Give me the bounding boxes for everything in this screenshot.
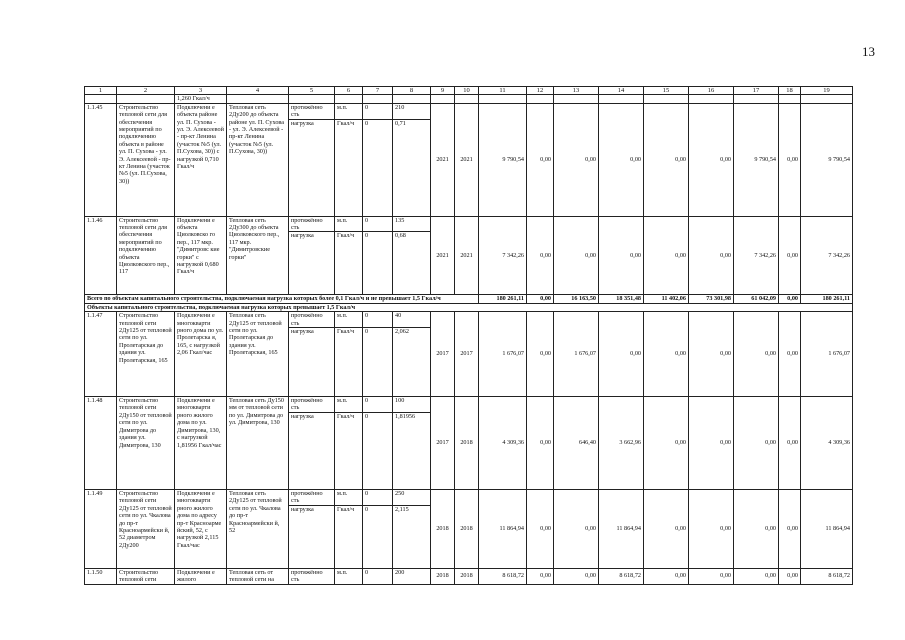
value-before: 0 xyxy=(363,505,393,568)
cost-value: 0,00 xyxy=(734,312,779,397)
cost-value: 0,00 xyxy=(689,216,734,295)
summary-value: 180 261,11 xyxy=(479,295,527,303)
cost-value: 0,00 xyxy=(734,489,779,568)
empty-cell xyxy=(734,95,779,103)
cost-value: 8 618,72 xyxy=(599,568,644,584)
cost-value: 0,00 xyxy=(644,312,689,397)
parameter-unit: Гкал/ч xyxy=(335,505,363,568)
value-after: 0,68 xyxy=(393,232,431,295)
cost-value: 7 342,26 xyxy=(801,216,853,295)
end-year: 2018 xyxy=(455,489,479,568)
cost-value: 0,00 xyxy=(644,103,689,216)
column-number: 14 xyxy=(599,87,644,95)
cost-value: 0,00 xyxy=(779,312,801,397)
object-description: Подключени е многокварти рного дома по ул. Пролетарска я, 165, с нагрузкой 2,06 Гкал/час xyxy=(175,312,227,397)
parameter-name: нагрузка xyxy=(289,505,335,568)
empty-cell xyxy=(455,95,479,103)
object-id: 1.1.50 xyxy=(85,568,117,584)
cost-value: 0,00 xyxy=(554,216,599,295)
cost-value: 8 618,72 xyxy=(479,568,527,584)
cost-value: 646,40 xyxy=(554,397,599,490)
summary-value: 18 351,48 xyxy=(599,295,644,303)
column-number: 4 xyxy=(227,87,289,95)
summary-label: Всего по объектам капитального строительства, подключаемая нагрузка которых более 0,1 Гкал/ч и не превышает 1,5 Гкал/ч xyxy=(85,295,479,303)
cost-value: 0,00 xyxy=(527,103,554,216)
parameter-name: нагрузка xyxy=(289,328,335,397)
column-number: 2 xyxy=(117,87,175,95)
summary-value: 16 163,50 xyxy=(554,295,599,303)
cost-value: 0,00 xyxy=(599,216,644,295)
empty-cell xyxy=(431,95,455,103)
parameter-name: протяжённо сть xyxy=(289,103,335,119)
parameter-name: нагрузка xyxy=(289,412,335,489)
network-description: Тепловая сеть 2Ду200 до объекта районе ул. П. Сухова - ул. Э. Алексеевой - пр-кт Ленина (участок №5 (ул. П.Сухова, 30)) xyxy=(227,103,289,216)
object-description: Подключени е объекта районе ул. П. Сухова - ул. Э. Алексеевой - пр-кт Ленина (участок №5 (ул. П.Сухова, 30)) с нагрузкой 0,710 Гкал/ч xyxy=(175,103,227,216)
object-row xyxy=(85,568,853,584)
object-name: Строительство тепловой сети 2Ду125 от тепловой сети по ул. Чкалова до пр-т Красноармейски й, 52 диаметром 2Ду200 xyxy=(117,489,175,568)
cost-value: 0,00 xyxy=(527,568,554,584)
object-row xyxy=(85,397,853,413)
summary-value: 0,00 xyxy=(527,295,554,303)
column-number: 5 xyxy=(289,87,335,95)
empty-cell xyxy=(689,95,734,103)
cost-value: 0,00 xyxy=(599,312,644,397)
column-number: 7 xyxy=(363,87,393,95)
object-description: Подключени е многокварти рного жилого дома по ул. Димитрова, 130, с нагрузкой 1,81956 Гкал/час xyxy=(175,397,227,490)
column-number: 3 xyxy=(175,87,227,95)
column-number: 9 xyxy=(431,87,455,95)
end-year: 2021 xyxy=(455,103,479,216)
value-after: 135 xyxy=(393,216,431,232)
empty-cell xyxy=(289,95,335,103)
object-id: 1.1.49 xyxy=(85,489,117,568)
object-name: Строительство тепловой сети для обеспечения мероприятий по подключению объекта Циолковского пер., 117 xyxy=(117,216,175,295)
object-id: 1.1.46 xyxy=(85,216,117,295)
value-after: 200 xyxy=(393,568,431,584)
parameter-name: протяжённо сть xyxy=(289,568,335,584)
end-year: 2017 xyxy=(455,312,479,397)
empty-cell xyxy=(335,95,363,103)
column-number: 19 xyxy=(801,87,853,95)
empty-cell xyxy=(117,95,175,103)
start-year: 2021 xyxy=(431,103,455,216)
parameter-unit: м.п. xyxy=(335,489,363,505)
value-before: 0 xyxy=(363,489,393,505)
cost-value: 1 676,07 xyxy=(479,312,527,397)
start-year: 2018 xyxy=(431,568,455,584)
object-id: 1.1.45 xyxy=(85,103,117,216)
object-id: 1.1.47 xyxy=(85,312,117,397)
start-year: 2017 xyxy=(431,397,455,490)
empty-cell xyxy=(801,95,853,103)
parameter-unit: м.п. xyxy=(335,397,363,413)
empty-cell xyxy=(85,95,117,103)
empty-cell xyxy=(779,95,801,103)
cost-value: 0,00 xyxy=(779,103,801,216)
object-description: Подключени е многокварти рного жилого дома по адресу пр-т Красноарме йский, 52, с нагрузкой 2,115 Гкал/час xyxy=(175,489,227,568)
column-number: 18 xyxy=(779,87,801,95)
parameter-unit: м.п. xyxy=(335,216,363,232)
summary-row xyxy=(85,295,853,303)
object-row xyxy=(85,312,853,328)
object-name: Строительство тепловой сети 2Ду125 от тепловой сети по ул. Пролетарская до здания ул. Пролетарская, 165 xyxy=(117,312,175,397)
value-after: 40 xyxy=(393,312,431,328)
value-after: 210 xyxy=(393,103,431,119)
value-after: 2,115 xyxy=(393,505,431,568)
cost-value: 11 864,94 xyxy=(801,489,853,568)
value-before: 0 xyxy=(363,103,393,119)
value-before: 0 xyxy=(363,232,393,295)
cost-value: 0,00 xyxy=(527,312,554,397)
cost-value: 4 309,36 xyxy=(801,397,853,490)
empty-cell xyxy=(479,95,527,103)
column-number: 1 xyxy=(85,87,117,95)
cost-value: 0,00 xyxy=(779,397,801,490)
cost-value: 0,00 xyxy=(554,568,599,584)
cost-value: 3 662,96 xyxy=(599,397,644,490)
object-row xyxy=(85,489,853,505)
carry-over-text: 1,260 Гкал/ч xyxy=(175,95,227,103)
parameter-name: протяжённо сть xyxy=(289,312,335,328)
column-number: 6 xyxy=(335,87,363,95)
empty-cell xyxy=(363,95,393,103)
network-description: Тепловая сеть 2Ду300 до объекта Циолковского пер., 117 мкр. "Димитровские горки" xyxy=(227,216,289,295)
cost-value: 8 618,72 xyxy=(801,568,853,584)
cost-value: 4 309,36 xyxy=(479,397,527,490)
cost-value: 9 790,54 xyxy=(801,103,853,216)
cost-value: 0,00 xyxy=(599,103,644,216)
value-after: 100 xyxy=(393,397,431,413)
parameter-unit: м.п. xyxy=(335,568,363,584)
cost-value: 0,00 xyxy=(527,397,554,490)
summary-value: 180 261,11 xyxy=(801,295,853,303)
object-row xyxy=(85,216,853,232)
parameter-name: протяжённо сть xyxy=(289,216,335,232)
cost-value: 0,00 xyxy=(689,397,734,490)
object-id: 1.1.48 xyxy=(85,397,117,490)
parameter-name: протяжённо сть xyxy=(289,489,335,505)
parameter-unit: Гкал/ч xyxy=(335,232,363,295)
cost-value: 0,00 xyxy=(689,103,734,216)
value-before: 0 xyxy=(363,328,393,397)
value-before: 0 xyxy=(363,397,393,413)
column-number: 12 xyxy=(527,87,554,95)
network-description: Тепловая сеть от тепловой сети на xyxy=(227,568,289,584)
cost-value: 0,00 xyxy=(734,568,779,584)
network-description: Тепловая сеть Ду150 мм от тепловой сети по ул. Димитрова до ул. Димитрова, 130 xyxy=(227,397,289,490)
object-row xyxy=(85,103,853,119)
parameter-unit: Гкал/ч xyxy=(335,412,363,489)
object-name: Строительство тепловой сети 2Ду150 от тепловой сети по ул. Димитрова до здания ул. Димитрова, 130 xyxy=(117,397,175,490)
column-number: 10 xyxy=(455,87,479,95)
cost-value: 7 342,26 xyxy=(734,216,779,295)
summary-value: 11 402,06 xyxy=(644,295,689,303)
start-year: 2021 xyxy=(431,216,455,295)
cost-value: 11 864,94 xyxy=(599,489,644,568)
parameter-unit: Гкал/ч xyxy=(335,328,363,397)
cost-value: 0,00 xyxy=(689,568,734,584)
empty-cell xyxy=(599,95,644,103)
network-description: Тепловая сеть 2Ду125 от тепловой сети по ул. Пролетарская до здания ул. Пролетарская, 165 xyxy=(227,312,289,397)
cost-value: 0,00 xyxy=(527,216,554,295)
cost-value: 0,00 xyxy=(554,103,599,216)
cost-value: 0,00 xyxy=(779,568,801,584)
cost-value: 0,00 xyxy=(554,489,599,568)
cost-value: 0,00 xyxy=(644,489,689,568)
end-year: 2018 xyxy=(455,568,479,584)
cost-value: 11 864,94 xyxy=(479,489,527,568)
cost-value: 9 790,54 xyxy=(734,103,779,216)
empty-cell xyxy=(227,95,289,103)
cost-value: 1 676,07 xyxy=(801,312,853,397)
column-number: 13 xyxy=(554,87,599,95)
parameter-unit: Гкал/ч xyxy=(335,119,363,216)
value-after: 1,81956 xyxy=(393,412,431,489)
summary-value: 0,00 xyxy=(779,295,801,303)
end-year: 2021 xyxy=(455,216,479,295)
cost-value: 0,00 xyxy=(527,489,554,568)
value-before: 0 xyxy=(363,568,393,584)
object-description: Подключени е объекта Циолковско го пер., 117 мкр. "Димитровс кие горки" с нагрузкой 0,680 Гкал/ч xyxy=(175,216,227,295)
column-number: 17 xyxy=(734,87,779,95)
parameter-unit: м.п. xyxy=(335,312,363,328)
value-after: 0,71 xyxy=(393,119,431,216)
value-before: 0 xyxy=(363,216,393,232)
carry-over-row xyxy=(85,95,853,103)
parameter-name: нагрузка xyxy=(289,232,335,295)
object-name: Строительство тепловой сети xyxy=(117,568,175,584)
empty-cell xyxy=(644,95,689,103)
column-number: 15 xyxy=(644,87,689,95)
cost-value: 0,00 xyxy=(734,397,779,490)
summary-value: 61 042,09 xyxy=(734,295,779,303)
cost-value: 7 342,26 xyxy=(479,216,527,295)
value-before: 0 xyxy=(363,312,393,328)
start-year: 2018 xyxy=(431,489,455,568)
network-description: Тепловая сеть 2Ду125 от тепловой сети по ул. Чкалова до пр-т Красноармейски й, 52 xyxy=(227,489,289,568)
parameter-name: протяжённо сть xyxy=(289,397,335,413)
section-header-row xyxy=(85,303,853,311)
cost-value: 0,00 xyxy=(644,216,689,295)
cost-value: 0,00 xyxy=(644,397,689,490)
empty-cell xyxy=(554,95,599,103)
value-before: 0 xyxy=(363,119,393,216)
value-after: 2,062 xyxy=(393,328,431,397)
object-description: Подключени е жилого xyxy=(175,568,227,584)
section-title: Объекты капитального строительства, подключаемая нагрузка которых превышает 1,5 Гкал/ч xyxy=(85,303,853,311)
empty-cell xyxy=(393,95,431,103)
page-number: 13 xyxy=(862,44,875,59)
cost-value: 0,00 xyxy=(689,312,734,397)
summary-value: 73 301,98 xyxy=(689,295,734,303)
investment-program-table xyxy=(84,86,853,585)
parameter-unit: м.п. xyxy=(335,103,363,119)
end-year: 2018 xyxy=(455,397,479,490)
cost-value: 0,00 xyxy=(779,216,801,295)
cost-value: 0,00 xyxy=(644,568,689,584)
cost-value: 0,00 xyxy=(689,489,734,568)
empty-cell xyxy=(527,95,554,103)
value-after: 250 xyxy=(393,489,431,505)
column-number: 8 xyxy=(393,87,431,95)
cost-value: 1 676,07 xyxy=(554,312,599,397)
parameter-name: нагрузка xyxy=(289,119,335,216)
column-number: 16 xyxy=(689,87,734,95)
cost-value: 9 790,54 xyxy=(479,103,527,216)
cost-value: 0,00 xyxy=(779,489,801,568)
column-numbers-row xyxy=(85,87,853,95)
value-before: 0 xyxy=(363,412,393,489)
start-year: 2017 xyxy=(431,312,455,397)
column-number: 11 xyxy=(479,87,527,95)
object-name: Строительство тепловой сети для обеспечения мероприятий по подключению объекта в районе ул. П. Сухова - ул. Э. Алексеевой - пр-кт Ленина (участок №5 (ул. П.Сухова, 30)) xyxy=(117,103,175,216)
